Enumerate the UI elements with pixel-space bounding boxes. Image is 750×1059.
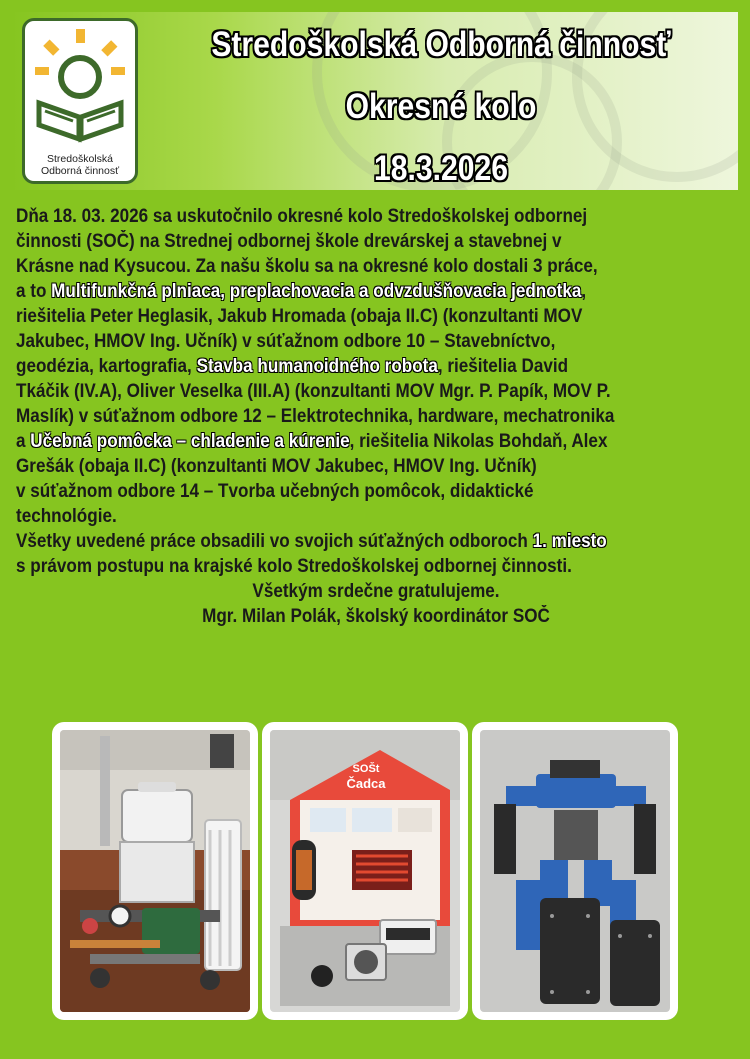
article-line: Dňa 18. 03. 2026 sa uskutočnilo okresné kolo Stredoškolskej odbornej	[16, 206, 588, 227]
project-title-highlight: Multifunkčná plniaca, preplachovacia a odvzdušňovacia jednotka	[51, 281, 582, 302]
article-text: geodézia, kartografia,	[16, 356, 197, 377]
article-line: v súťažnom odbore 14 – Tvorba učebných pomôcok, didaktické	[16, 481, 534, 502]
signature-line: Mgr. Milan Polák, školský koordinátor SOČ	[202, 606, 550, 627]
soc-logo	[22, 18, 138, 184]
article-line: Tkáčik (IV.A), Oliver Veselka (III.A) (konzultanti MOV Mgr. P. Papík, MOV P.	[16, 381, 611, 402]
article-line: riešitelia Peter Heglasik, Jakub Hromada (obaja II.C) (konzultanti MOV	[16, 306, 583, 327]
article-line	[16, 429, 664, 454]
project-title-highlight: Stavba humanoidného robota	[196, 356, 438, 377]
article-line: Krásne nad Kysucou. Za našu školu sa na okresné kolo dostali 3 práce,	[16, 256, 598, 277]
model-sign-line-1: SOŠt	[352, 763, 380, 775]
article-line: s právom postupu na krajské kolo Stredoškolskej odbornej činnosti.	[16, 556, 572, 577]
logo-caption	[25, 153, 135, 177]
article-text: Všetky uvedené práce obsadili vo svojich súťažných odboroch	[16, 531, 533, 552]
header-banner	[12, 12, 738, 190]
photo-teaching-aid	[262, 722, 468, 1020]
article-body	[16, 204, 736, 629]
photo-filling-unit	[52, 722, 258, 1020]
article-line: Jakubec, HMOV Ing. Učník) v súťažnom odbore 10 – Stavebníctvo,	[16, 331, 556, 352]
model-sign-line-2: Čadca	[346, 776, 386, 791]
article-line	[16, 279, 664, 304]
congratulations-line: Všetkým srdečne gratulujeme.	[252, 581, 500, 602]
photo-humanoid-robot	[472, 722, 678, 1020]
article-text: , riešitelia David	[437, 356, 569, 377]
page-date: 18.3.2026	[374, 149, 508, 188]
article-text: ,	[581, 281, 587, 302]
article-text: , riešitelia Nikolas Bohdaň, Alex	[349, 431, 608, 452]
placement-highlight: 1. miesto	[532, 531, 607, 552]
page-title: Stredoškolská Odborná činnosť	[211, 25, 671, 64]
photo-filling-unit-image	[60, 730, 250, 1012]
logo-caption-line-2: Odborná činnosť	[40, 165, 120, 177]
photo-teaching-aid-image	[270, 730, 460, 1012]
logo-caption-line-1: Stredoškolská	[47, 153, 113, 165]
article-text: a	[16, 431, 31, 452]
article-line: technológie.	[16, 506, 117, 527]
article-line	[16, 529, 664, 554]
article-line	[16, 354, 664, 379]
article-line: činnosti (SOČ) na Strednej odbornej škole drevárskej a stavebnej v	[16, 231, 562, 252]
article-line: Maslík) v súťažnom odbore 12 – Elektrotechnika, hardware, mechatronika	[16, 406, 615, 427]
soc-logo-icon	[25, 21, 135, 151]
project-title-highlight: Učebná pomôcka – chladenie a kúrenie	[30, 431, 350, 452]
article-text: a to	[16, 281, 52, 302]
article-line: Grešák (obaja II.C) (konzultanti MOV Jakubec, HMOV Ing. Učník)	[16, 456, 537, 477]
photo-humanoid-robot-image	[480, 730, 670, 1012]
page-subtitle: Okresné kolo	[345, 87, 537, 126]
